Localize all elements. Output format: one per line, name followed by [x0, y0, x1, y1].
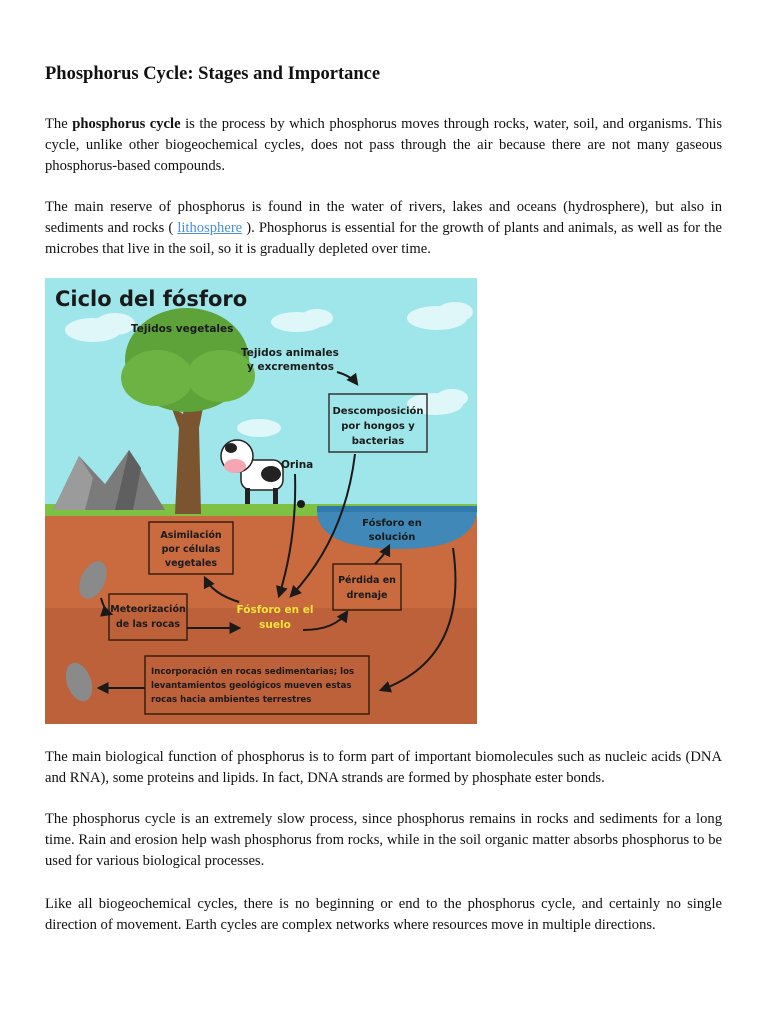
- p2-before-link: The main reserve of phosphorus is found in the water of rivers, lakes and oceans (hydrosphere), but also in sediments and rocks (: [45, 199, 722, 236]
- label-excrementos: y excrementos: [247, 361, 334, 373]
- paragraph-intro: [45, 114, 722, 177]
- label-tejidos-animales: Tejidos animales: [241, 347, 339, 359]
- diagram-title: Ciclo del fósforo: [55, 287, 248, 311]
- label-meteorizacion-1: Meteorización: [110, 604, 186, 615]
- paragraph-reserve: [45, 197, 722, 260]
- p1-prefix: The: [45, 116, 73, 132]
- p1-rest: is the process by which phosphorus moves through rocks, water, soil, and organisms. This cycle, unlike other biogeochemical cycles, does not pass through the air because there are not many gaseous phosphorus-based compounds.: [45, 116, 722, 174]
- label-descomposicion-1: Descomposición: [332, 406, 424, 417]
- label-descomposicion-2: por hongos y: [341, 421, 415, 432]
- paragraph-no-beginning: Like all biogeochemical cycles, there is no beginning or end to the phosphorus cycle, and certainly no single direction of movement. Earth cycles are complex networks where resources move in multiple directions.: [45, 896, 722, 933]
- label-asimilacion-2: por células: [161, 544, 221, 555]
- label-asimilacion-3: vegetales: [164, 558, 218, 569]
- label-incorporacion-3: rocas hacia ambientes terrestres: [151, 695, 312, 705]
- label-asimilacion-1: Asimilación: [160, 530, 222, 541]
- label-incorporacion-2: levantamientos geológicos mueven estas: [151, 681, 352, 691]
- label-meteorizacion-2: de las rocas: [115, 619, 181, 630]
- article-title: Phosphorus Cycle: Stages and Importance: [45, 64, 381, 84]
- label-tejidos-vegetales: Tejidos vegetales: [131, 323, 234, 335]
- urine-drop-icon: [297, 500, 305, 508]
- label-fosforo-solucion-2: solución: [368, 532, 416, 543]
- p2-after-link: ). Phosphorus is essential for the growth of plants and animals, as well as for the microbes that live in the soil, so it is gradually depleted over time.: [45, 220, 722, 257]
- label-fosforo-suelo-2: suelo: [259, 619, 291, 631]
- p1-bold-term: phosphorus cycle: [72, 116, 181, 132]
- lithosphere-link[interactable]: lithosphere: [177, 220, 243, 236]
- paragraph-slow-process: The phosphorus cycle is an extremely slow process, since phosphorus remains in rocks and sediments for a long time. Rain and erosion help wash phosphorus from rocks, while in the soil organic matter absorbs phosphorus to be used for various biological processes.: [45, 811, 722, 869]
- water-surface: [317, 506, 477, 512]
- label-perdida-1: Pérdida en: [338, 575, 396, 586]
- label-fosforo-solucion-1: Fósforo en: [362, 518, 422, 529]
- label-incorporacion-1: Incorporación en rocas sedimentarias; los: [151, 667, 355, 677]
- label-descomposicion-3: bacterias: [351, 436, 405, 447]
- label-fosforo-suelo-1: Fósforo en el: [236, 604, 314, 616]
- phosphorus-cycle-diagram: [45, 278, 477, 724]
- label-perdida-2: drenaje: [346, 590, 388, 601]
- label-orina: Orina: [281, 459, 314, 471]
- paragraph-biological-function: The main biological function of phosphorus is to form part of important biomolecules such as nucleic acids (DNA and RNA), some proteins and lipids. In fact, DNA strands are formed by phosphate ester bonds.: [45, 749, 722, 786]
